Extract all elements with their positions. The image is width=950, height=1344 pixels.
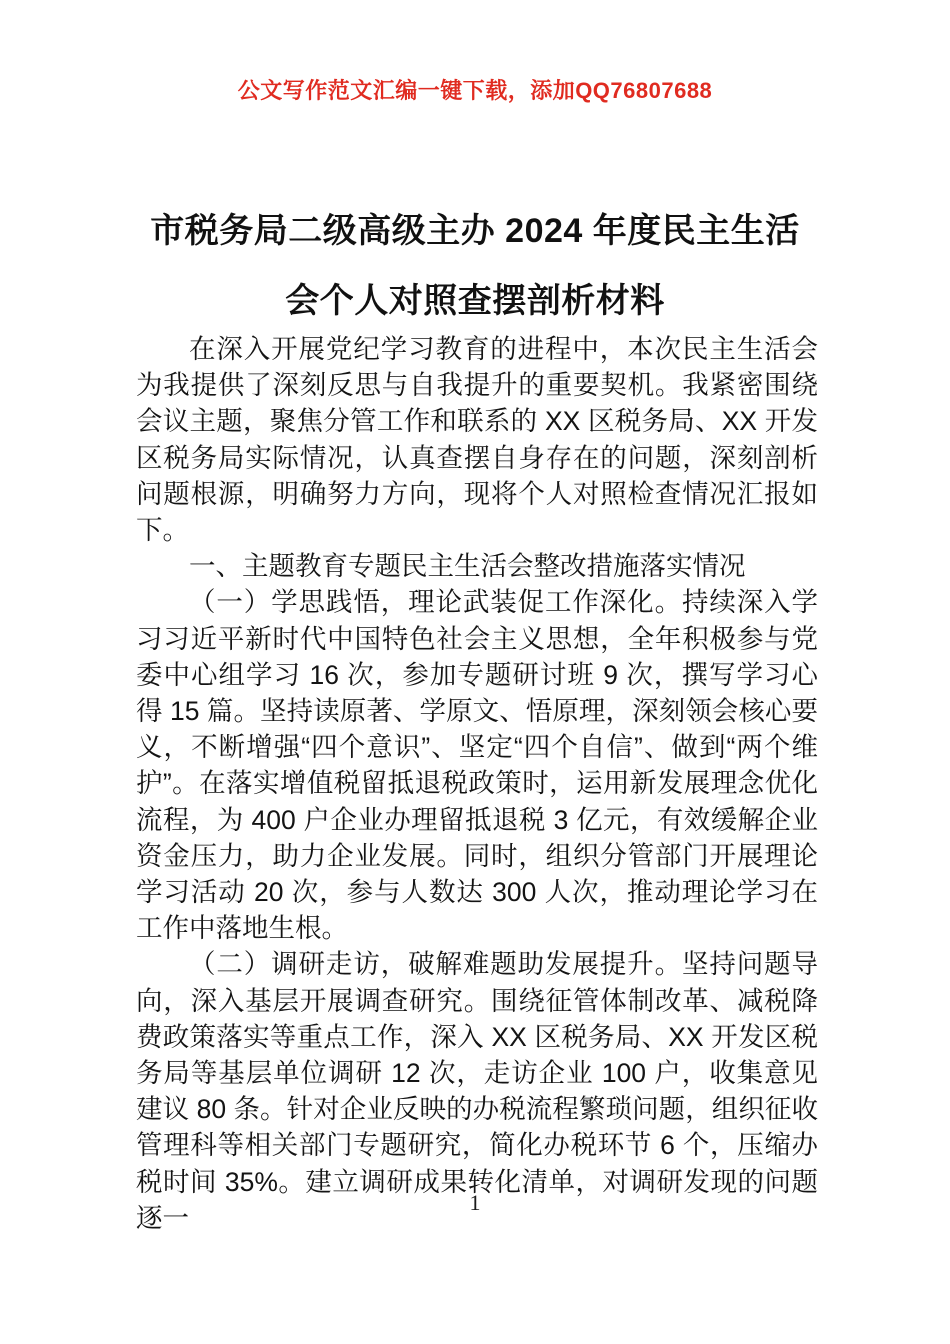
- document-title-line-1: 市税务局二级高级主办 2024 年度民主生活: [150, 211, 800, 250]
- paragraph-subsection-two: （二）调研走访，破解难题助发展提升。坚持问题导向，深入基层开展调查研究。围绕征管体制改革、减税降费政策落实等重点工作，深入 XX 区税务局、XX 开发区税务局等基层单位调研 12 次，走访企业 100 户，收集意见建议 80 条。针对企业反映的办税流程繁琐问题，组织征收管理科等相关部门专题研究，简化办税环节 6 个，压缩办税时间 35%。建立调研成果转化清单，对调研发现的问题逐一: [136, 949, 818, 1233]
- promo-banner: [0, 80, 950, 102]
- paragraph-subsection-one: （一）学思践悟，理论武装促工作深化。持续深入学习习近平新时代中国特色社会主义思想，全年积极参与党委中心组学习 16 次，参加专题研讨班 9 次，撰写学习心得 15 篇。坚持读原著、学原文、悟原理，深刻领会核心要义，不断增强“四个意识”、坚定“四个自信”、做到“两个维护”。在落实增值税留抵退税政策时，运用新发展理念优化流程，为 400 户企业办理留抵退税 3 亿元，有效缓解企业资金压力，助力企业发展。同时，组织分管部门开展理论学习活动 20 次，参与人数达 300 人次，推动理论学习在工作中落地生根。: [136, 587, 818, 944]
- document-title-line-2: 会个人对照查摆剖析材料: [285, 281, 665, 320]
- document-title: [95, 196, 855, 336]
- promo-banner-text: 公文写作范文汇编一键下载，添加QQ76807688: [237, 78, 713, 103]
- paragraph-intro: 在深入开展党纪学习教育的进程中，本次民主生活会为我提供了深刻反思与自我提升的重要契机。我紧密围绕会议主题，聚焦分管工作和联系的 XX 区税务局、XX 开发区税务局实际情况，认真查摆自身存在的问题，深刻剖析问题根源，明确努力方向，现将个人对照检查情况汇报如下。: [136, 334, 818, 546]
- page-number: 1: [469, 1190, 481, 1215]
- document-body: [136, 331, 818, 1236]
- heading-section-one: 一、主题教育专题民主生活会整改措施落实情况: [189, 551, 746, 582]
